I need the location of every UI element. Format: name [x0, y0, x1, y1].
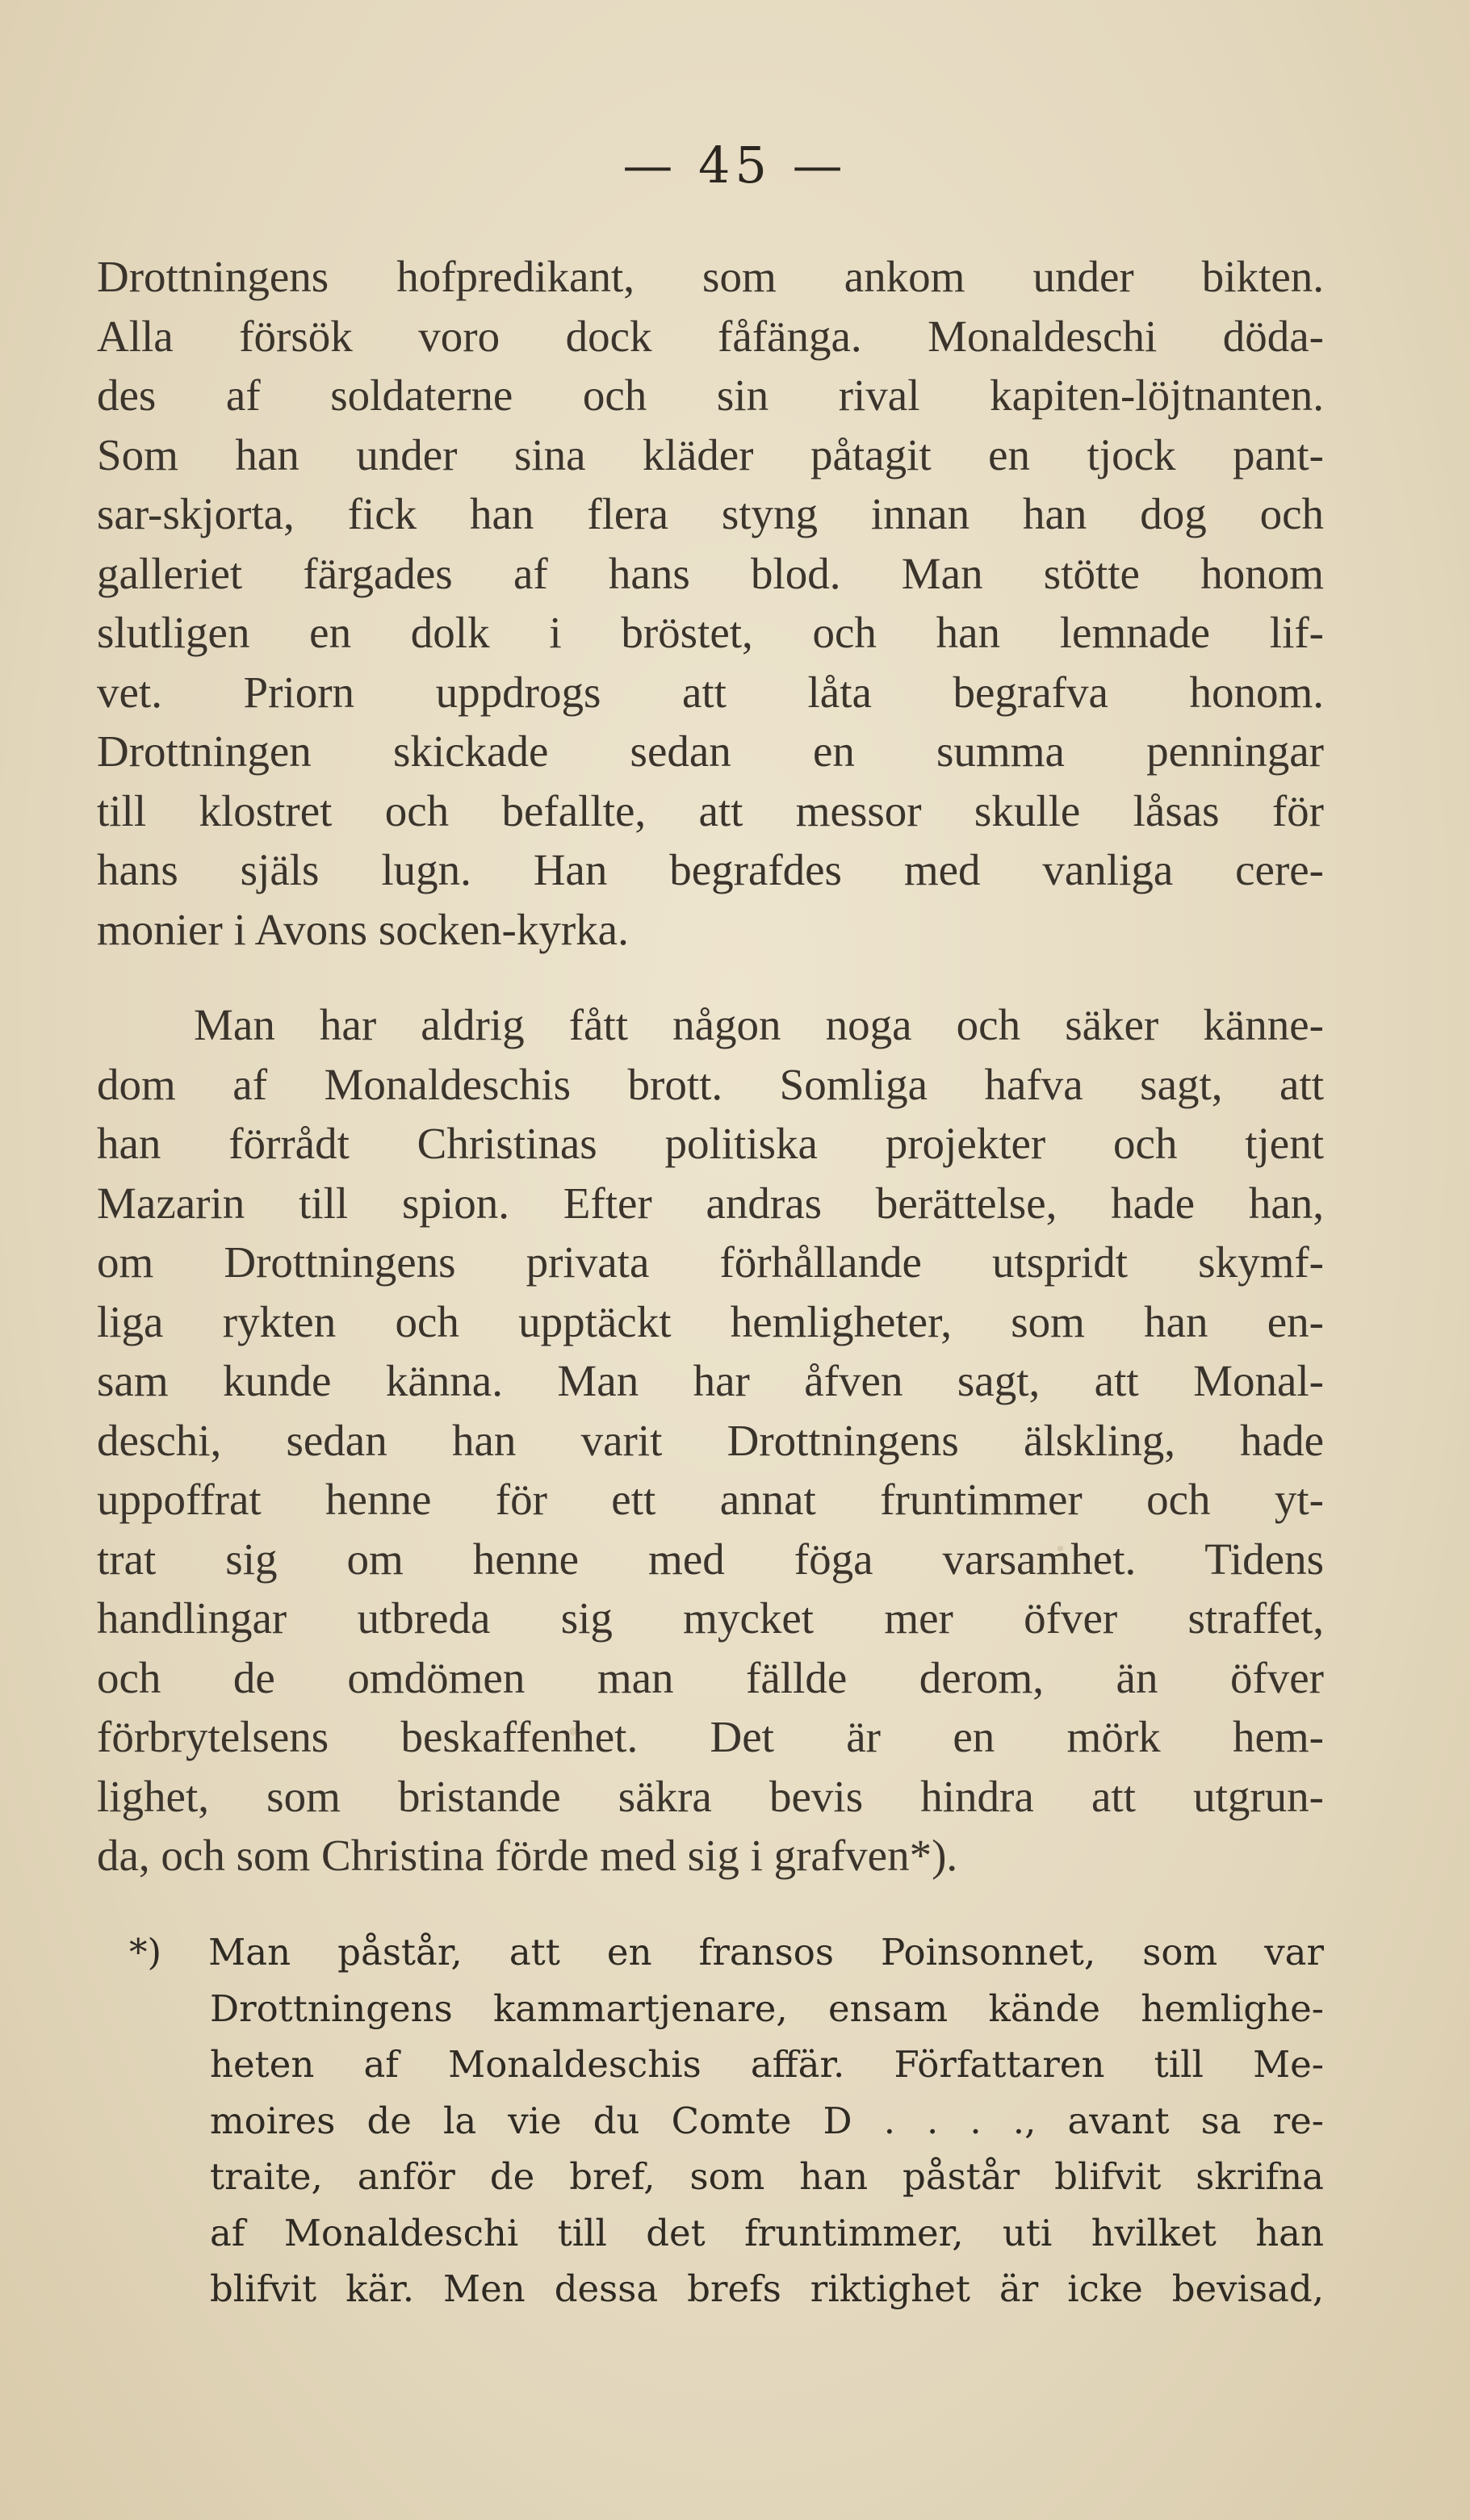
text-line: hans själs lugn. Han begrafdes med vanliga cere- [97, 845, 1324, 894]
footnote-line: moires de la vie du Comte D . . . ., avant sa re- [210, 2099, 1324, 2142]
text-line: Alla försök voro dock fåfänga. Monaldeschi döda- [97, 311, 1324, 361]
text-line: Drottningens hofpredikant, som ankom under bikten. [97, 252, 1324, 301]
text-line: handlingar utbreda sig mycket mer öfver straffet, [97, 1593, 1324, 1643]
text-line: Som han under sina kläder påtagit en tjock pant- [97, 429, 1324, 479]
footnote-line: blifvit kär. Men dessa brefs riktighet är icke bevisad, [210, 2267, 1324, 2310]
text-line: om Drottningens privata förhållande utspridt skymf- [97, 1237, 1324, 1287]
page-number: — 45 — [622, 136, 848, 195]
text-line: uppoffrat henne för ett annat fruntimmer och yt- [97, 1475, 1324, 1524]
text-line: des af soldaterne och sin rival kapiten-löjtnanten. [97, 370, 1324, 420]
text-line: Mazarin till spion. Efter andras berättelse, hade han, [97, 1178, 1324, 1228]
text-line: trat sig om henne med föga varsamhet. Tidens [97, 1534, 1324, 1584]
text-line: han förrådt Christinas politiska projekter och tjent [97, 1119, 1324, 1168]
footnote-line: *) Man påstår, att en fransos Poinsonnet, som var [129, 1931, 1324, 1974]
text-line: monier i Avons socken-kyrka. [97, 904, 629, 954]
text-line: och de omdömen man fällde derom, än öfver [97, 1652, 1324, 1702]
text-line: vet. Priorn uppdrogs att låta begrafva honom. [97, 667, 1324, 717]
text-line: lighet, som bristande säkra bevis hindra att utgrun- [97, 1771, 1324, 1821]
footnote-line: Drottningens kammartjenare, ensam kände hemlighe- [210, 1986, 1324, 2030]
text-line: liga rykten och upptäckt hemligheter, som han en- [97, 1296, 1324, 1346]
text-line: sam kunde känna. Man har åfven sagt, att Monal- [97, 1356, 1324, 1405]
text-line: Drottningen skickade sedan en summa penningar [97, 726, 1324, 776]
text-line: förbrytelsens beskaffenhet. Det är en mörk hem- [97, 1712, 1324, 1761]
text-line: Man har aldrig fått någon noga och säker känne- [194, 1000, 1324, 1049]
text-line: galleriet färgades af hans blod. Man stötte honom [97, 548, 1324, 598]
text-line: da, och som Christina förde med sig i grafven*). [97, 1831, 958, 1880]
footnote-line: heten af Monaldeschis affär. Författaren till Me- [210, 2043, 1324, 2086]
text-line: sar-skjorta, fick han flera styng innan han dog och [97, 489, 1324, 538]
footnote-line: traite, anför de bref, som han påstår blifvit skrifna [210, 2155, 1324, 2198]
footnote [129, 1924, 1324, 2317]
footnote-line: af Monaldeschi till det fruntimmer, uti hvilket han [210, 2211, 1324, 2254]
text-line: dom af Monaldeschis brott. Somliga hafva sagt, att [97, 1059, 1324, 1109]
text-line: till klostret och befallte, att messor skulle låsas för [97, 785, 1324, 835]
paragraph-1 [97, 247, 1324, 959]
paragraph-2 [97, 995, 1324, 1886]
text-line: deschi, sedan han varit Drottningens älskling, hade [97, 1415, 1324, 1465]
text-line: slutligen en dolk i bröstet, och han lemnade lif- [97, 608, 1324, 657]
